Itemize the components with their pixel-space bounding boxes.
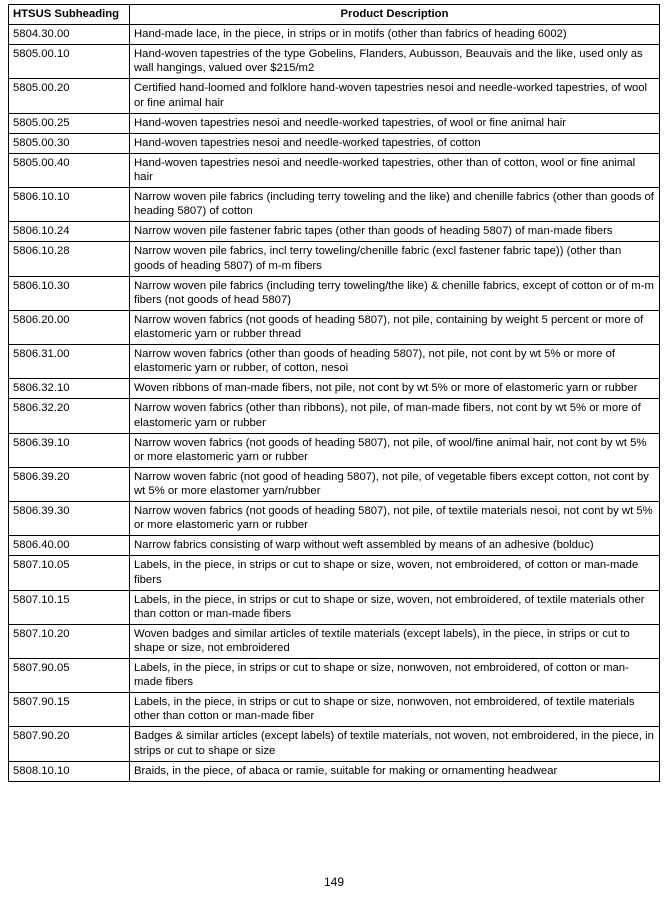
product-description-cell: Hand-woven tapestries nesoi and needle-worked tapestries, other than of cotton, wool or fine animal hair xyxy=(130,153,660,187)
htsus-subheading-cell: 5807.10.05 xyxy=(9,556,130,590)
htsus-subheading-cell: 5806.40.00 xyxy=(9,536,130,556)
product-description-cell: Badges & similar articles (except labels) of textile materials, not woven, not embroidered, in the piece, in strips or cut to shape or size xyxy=(130,727,660,761)
htsus-subheading-cell: 5806.32.20 xyxy=(9,399,130,433)
htsus-subheading-cell: 5806.32.10 xyxy=(9,379,130,399)
product-description-cell: Woven ribbons of man-made fibers, not pile, not cont by wt 5% or more of elastomeric yarn or rubber xyxy=(130,379,660,399)
product-description-cell: Narrow woven fabrics (not goods of heading 5807), not pile, of wool/fine animal hair, not cont by wt 5% or more elastomeric yarn or rubber xyxy=(130,433,660,467)
column-header-product-description: Product Description xyxy=(130,5,660,25)
table-row xyxy=(9,379,660,399)
table-row xyxy=(9,536,660,556)
table-row xyxy=(9,133,660,153)
htsus-subheading-cell: 5807.90.05 xyxy=(9,659,130,693)
htsus-subheading-cell: 5806.10.24 xyxy=(9,222,130,242)
product-description-cell: Narrow woven pile fabrics (including terry toweling/the like) & chenille fabrics, except of cotton or of m-m fibers (not goods of head 5807) xyxy=(130,276,660,310)
product-description-cell: Narrow fabrics consisting of warp without weft assembled by means of an adhesive (bolduc) xyxy=(130,536,660,556)
htsus-subheading-cell: 5806.10.28 xyxy=(9,242,130,276)
product-description-cell: Certified hand-loomed and folklore hand-woven tapestries nesoi and needle-worked tapestries, of wool or fine animal hair xyxy=(130,79,660,113)
product-description-cell: Narrow woven fabrics (not goods of heading 5807), not pile, containing by weight 5 percent or more of elastomeric yarn or rubber thread xyxy=(130,310,660,344)
product-description-cell: Hand-woven tapestries of the type Gobelins, Flanders, Aubusson, Beauvais and the like, used only as wall hangings, valued over $215/m2 xyxy=(130,45,660,79)
table-row xyxy=(9,153,660,187)
htsus-subheading-cell: 5805.00.10 xyxy=(9,45,130,79)
htsus-subheading-cell: 5806.39.20 xyxy=(9,467,130,501)
table-row xyxy=(9,276,660,310)
product-description-cell: Labels, in the piece, in strips or cut to shape or size, nonwoven, not embroidered, of textile materials other than cotton or man-made fiber xyxy=(130,693,660,727)
htsus-subheading-cell: 5808.10.10 xyxy=(9,761,130,781)
table-row xyxy=(9,242,660,276)
product-description-cell: Labels, in the piece, in strips or cut to shape or size, nonwoven, not embroidered, of cotton or man-made fibers xyxy=(130,659,660,693)
htsus-subheading-cell: 5805.00.40 xyxy=(9,153,130,187)
product-description-cell: Narrow woven fabric (not good of heading 5807), not pile, of vegetable fibers except cotton, not cont by wt 5% or more elastomer yarn/rubber xyxy=(130,467,660,501)
htsus-subheading-cell: 5805.00.30 xyxy=(9,133,130,153)
table-row xyxy=(9,25,660,45)
table-row xyxy=(9,222,660,242)
htsus-subheading-cell: 5807.10.20 xyxy=(9,624,130,658)
product-description-cell: Narrow woven fabrics (other than goods of heading 5807), not pile, not cont by wt 5% or more of elastomeric yarn or rubber, of cotton, nesoi xyxy=(130,345,660,379)
table-row xyxy=(9,659,660,693)
product-description-cell: Braids, in the piece, of abaca or ramie, suitable for making or ornamenting headwear xyxy=(130,761,660,781)
htsus-subheading-cell: 5804.30.00 xyxy=(9,25,130,45)
table-row xyxy=(9,761,660,781)
table-row xyxy=(9,188,660,222)
table-row xyxy=(9,727,660,761)
product-description-cell: Hand-woven tapestries nesoi and needle-worked tapestries, of wool or fine animal hair xyxy=(130,113,660,133)
product-description-cell: Narrow woven fabrics (not goods of heading 5807), not pile, of textile materials nesoi, not cont by wt 5% or more elastomeric yarn or rubber xyxy=(130,502,660,536)
htsus-subheading-cell: 5807.90.15 xyxy=(9,693,130,727)
htsus-subheading-cell: 5806.39.10 xyxy=(9,433,130,467)
table-row xyxy=(9,79,660,113)
htsus-subheading-cell: 5807.10.15 xyxy=(9,590,130,624)
htsus-subheading-cell: 5806.39.30 xyxy=(9,502,130,536)
table-row xyxy=(9,467,660,501)
table-row xyxy=(9,310,660,344)
htsus-subheading-cell: 5807.90.20 xyxy=(9,727,130,761)
table-header-row xyxy=(9,5,660,25)
product-description-cell: Narrow woven fabrics (other than ribbons), not pile, of man-made fibers, not cont by wt 5% or more of elastomeric yarn or rubber xyxy=(130,399,660,433)
product-description-cell: Narrow woven pile fastener fabric tapes (other than goods of heading 5807) of man-made fibers xyxy=(130,222,660,242)
table-row xyxy=(9,433,660,467)
product-description-cell: Labels, in the piece, in strips or cut to shape or size, woven, not embroidered, of textile materials other than cotton or man-made fibers xyxy=(130,590,660,624)
table-body xyxy=(9,25,660,782)
htsus-subheading-cell: 5806.10.10 xyxy=(9,188,130,222)
htsus-table xyxy=(8,4,660,782)
htsus-subheading-cell: 5806.31.00 xyxy=(9,345,130,379)
htsus-subheading-cell: 5805.00.25 xyxy=(9,113,130,133)
table-row xyxy=(9,624,660,658)
table-row xyxy=(9,693,660,727)
column-header-htsus-subheading: HTSUS Subheading xyxy=(9,5,130,25)
table-row xyxy=(9,556,660,590)
product-description-cell: Narrow woven pile fabrics, incl terry toweling/chenille fabric (excl fastener fabric tape)) (other than goods of heading 5807) of m-m fibers xyxy=(130,242,660,276)
product-description-cell: Labels, in the piece, in strips or cut to shape or size, woven, not embroidered, of cotton or man-made fibers xyxy=(130,556,660,590)
page-number: 149 xyxy=(323,875,345,889)
table-row xyxy=(9,345,660,379)
product-description-cell: Woven badges and similar articles of textile materials (except labels), in the piece, in strips or cut to shape or size, not embroidered xyxy=(130,624,660,658)
htsus-subheading-cell: 5806.10.30 xyxy=(9,276,130,310)
table-header xyxy=(9,5,660,25)
table-row xyxy=(9,45,660,79)
product-description-cell: Hand-woven tapestries nesoi and needle-worked tapestries, of cotton xyxy=(130,133,660,153)
table-row xyxy=(9,113,660,133)
htsus-subheading-cell: 5805.00.20 xyxy=(9,79,130,113)
table-row xyxy=(9,399,660,433)
product-description-cell: Narrow woven pile fabrics (including terry toweling and the like) and chenille fabrics (other than goods of heading 5807) of cotton xyxy=(130,188,660,222)
product-description-cell: Hand-made lace, in the piece, in strips or in motifs (other than fabrics of heading 6002) xyxy=(130,25,660,45)
table-row xyxy=(9,590,660,624)
htsus-subheading-cell: 5806.20.00 xyxy=(9,310,130,344)
table-row xyxy=(9,502,660,536)
